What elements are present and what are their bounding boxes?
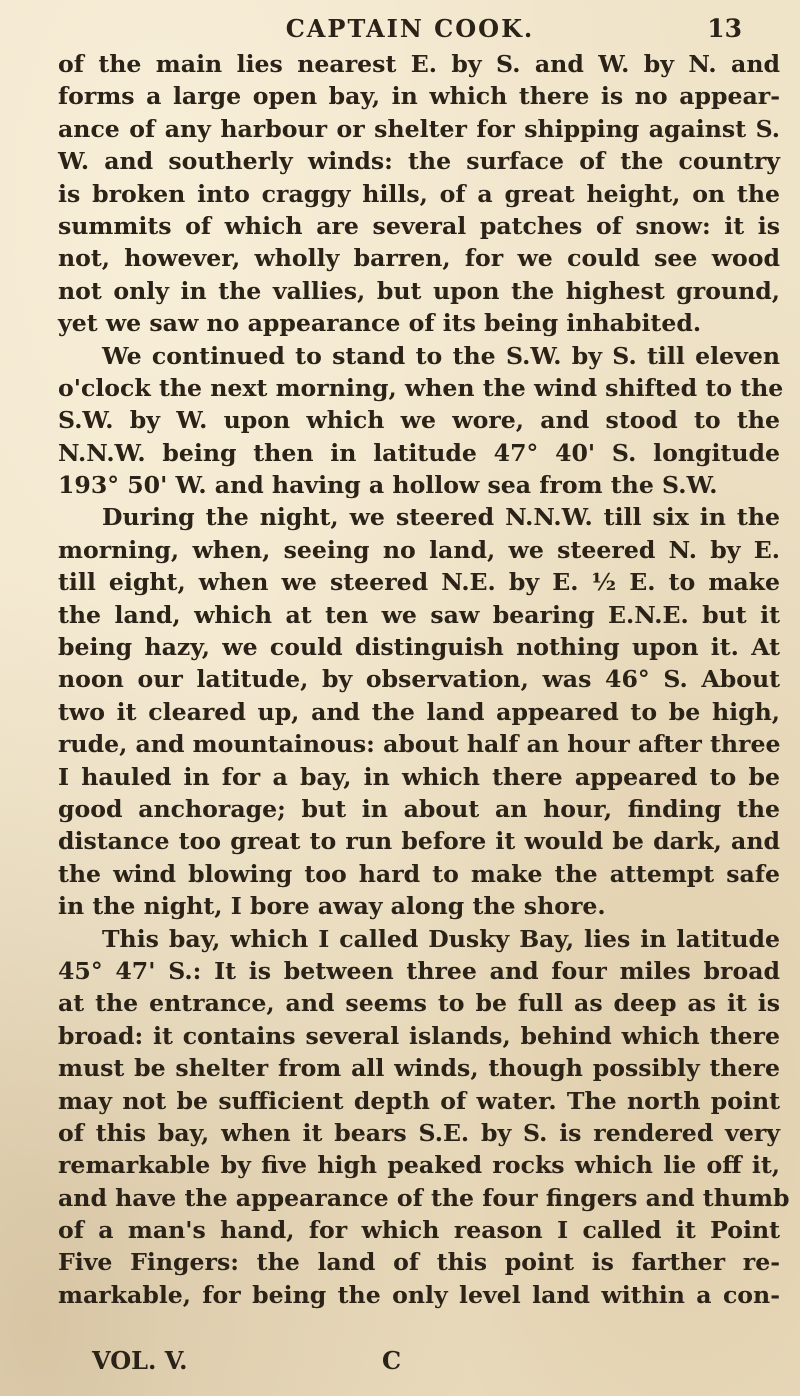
text-line: ance of any harbour or shelter for shipping against S.	[58, 114, 780, 143]
text-line: not, however, wholly barren, for we could see wood	[58, 244, 780, 273]
text-line: I hauled in for a bay, in which there appeared to be	[58, 762, 780, 791]
text-line: Five Fingers: the land of this point is farther re-	[58, 1248, 780, 1277]
text-line: is broken into craggy hills, of a great height, on the	[58, 179, 780, 208]
text-line: in the night, I bore away along the shore.	[58, 892, 606, 921]
volume-label: VOL. V.	[92, 1346, 188, 1375]
text-line: During the night, we steered N.N.W. till six in the	[102, 503, 780, 532]
text-line: broad: it contains several islands, behind which there	[58, 1021, 780, 1050]
text-line: the wind blowing too hard to make the attempt safe	[58, 859, 780, 888]
text-line: not only in the vallies, but upon the highest ground,	[58, 276, 780, 305]
page-number: 13	[707, 14, 742, 43]
text-line: noon our latitude, by observation, was 46° S. About	[58, 665, 780, 694]
text-line: of a man's hand, for which reason I called it Point	[58, 1216, 780, 1245]
text-line: S.W. by W. upon which we wore, and stood to the	[58, 406, 780, 435]
signature-mark: C	[382, 1346, 402, 1375]
text-line: till eight, when we steered N.E. by E. ½ E. to make	[58, 568, 780, 597]
text-line: 193° 50' W. and having a hollow sea from the S.W.	[58, 471, 718, 500]
text-line: yet we saw no appearance of its being inhabited.	[58, 309, 702, 338]
text-line: two it cleared up, and the land appeared to be high,	[58, 697, 780, 726]
text-line: o'clock the next morning, when the wind shifted to the	[58, 373, 784, 402]
text-line: good anchorage; but in about an hour, finding the	[58, 794, 780, 823]
text-line: must be shelter from all winds, though possibly there	[58, 1054, 780, 1083]
text-line: at the entrance, and seems to be full as deep as it is	[58, 989, 780, 1018]
text-line: and have the appearance of the four fingers and thumb	[58, 1183, 790, 1212]
running-title: CAPTAIN COOK.	[285, 14, 535, 43]
text-line: summits of which are several patches of snow: it is	[58, 211, 780, 240]
text-line: being hazy, we could distinguish nothing upon it. At	[58, 633, 780, 662]
text-line: morning, when, seeing no land, we steered N. by E.	[58, 535, 780, 564]
text-line: This bay, which I called Dusky Bay, lies in latitude	[102, 924, 780, 953]
text-line: forms a large open bay, in which there is no appear-	[58, 82, 780, 111]
body-text	[58, 48, 790, 1311]
text-line: N.N.W. being then in latitude 47° 40' S. longitude	[58, 438, 780, 467]
page-footer	[92, 1346, 692, 1378]
text-line: 45° 47' S.: It is between three and four miles broad	[58, 956, 780, 985]
text-line: markable, for being the only level land within a con-	[58, 1280, 780, 1309]
text-line: W. and southerly winds: the surface of the country	[58, 147, 780, 176]
text-line: of the main lies nearest E. by S. and W. by N. and	[58, 50, 780, 78]
text-line: We continued to stand to the S.W. by S. till eleven	[102, 341, 780, 370]
text-line: the land, which at ten we saw bearing E.N.E. but it	[58, 600, 780, 629]
text-line: remarkable by five high peaked rocks which lie off it,	[58, 1151, 780, 1180]
text-line: of this bay, when it bears S.E. by S. is rendered very	[58, 1118, 780, 1147]
running-head	[60, 14, 760, 48]
text-line: rude, and mountainous: about half an hour after three	[58, 730, 781, 759]
text-line: may not be sufficient depth of water. The north point	[58, 1086, 780, 1115]
text-line: distance too great to run before it would be dark, and	[58, 827, 780, 856]
